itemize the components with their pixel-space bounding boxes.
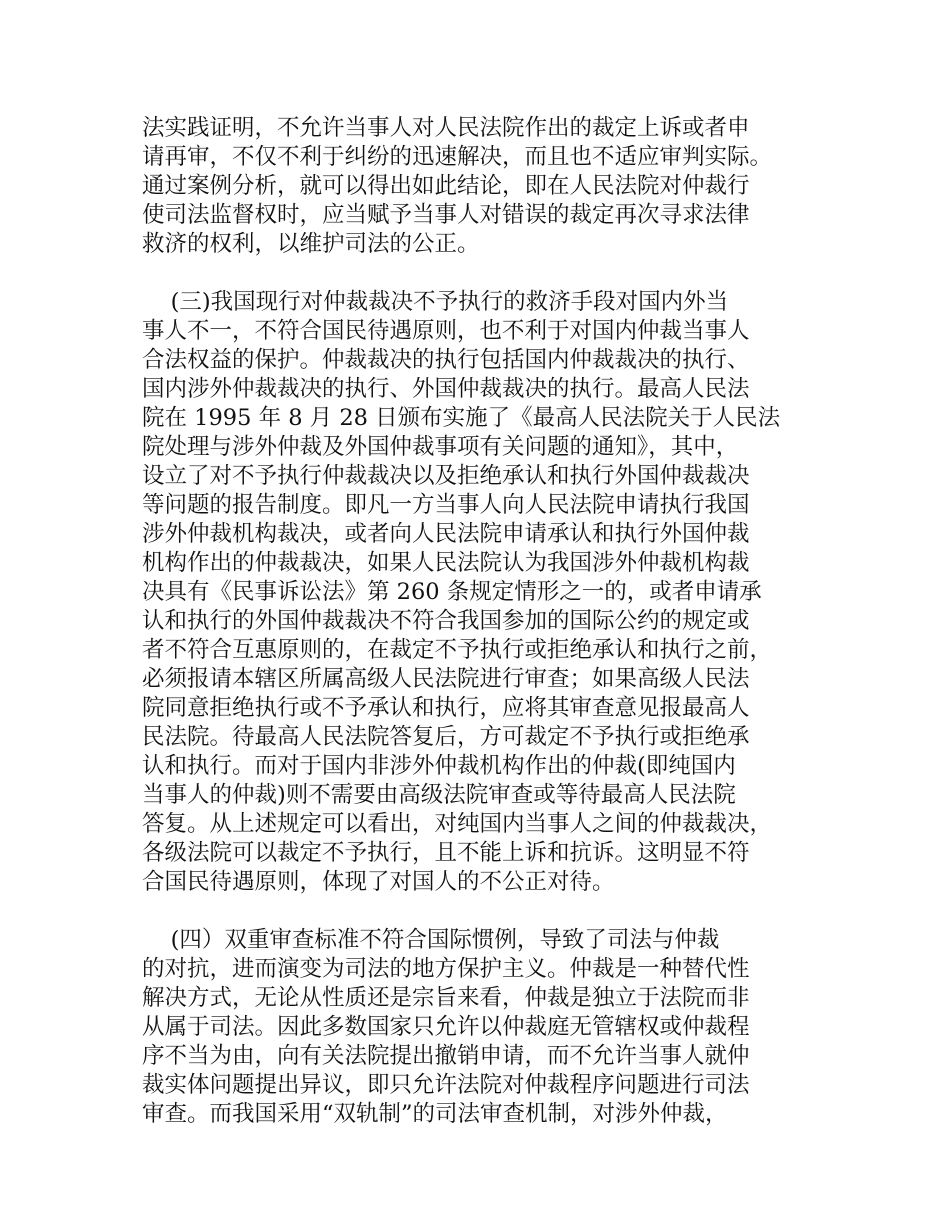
text-line: 各级法院可以裁定不予执行，且不能上诉和抗诉。这明显不符 [142, 840, 750, 866]
paragraph-gap [142, 897, 812, 926]
text-line: 通过案例分析，就可以得出如此结论，即在人民法院对仲裁行 [142, 173, 750, 199]
text-line: 从属于司法。因此多数国家只允许以仲裁庭无管辖权或仲裁程 [142, 1014, 750, 1040]
text-line: 民法院。待最高人民法院答复后，方可裁定不予执行或拒绝承 [142, 724, 750, 750]
text-line: 院同意拒绝执行或不予承认和执行，应将其审查意见报最高人 [142, 695, 750, 721]
text-line: (四）双重审查标准不符合国际惯例，导致了司法与仲裁 [142, 927, 720, 953]
paragraph-gap [142, 259, 812, 288]
text-line: 当事人的仲裁)则不需要由高级法院审查或等待最高人民法院 [142, 782, 736, 808]
text-line: 合法权益的保护。仲裁裁决的执行包括国内仲裁裁决的执行、 [142, 347, 750, 373]
text-line: 请再审，不仅不利于纠纷的迅速解决，而且也不适应审判实际。 [142, 144, 773, 170]
text-line: 使司法监督权时，应当赋予当事人对错误的裁定再次寻求法律 [142, 202, 750, 228]
text-line: 认和执行的外国仲裁裁决不符合我国参加的国际公约的规定或 [142, 608, 750, 634]
text-line: 设立了对不予执行仲裁裁决以及拒绝承认和执行外国仲裁裁决 [142, 463, 750, 489]
text-line: 救济的权利，以维护司法的公正。 [142, 231, 480, 257]
text-line: 涉外仲裁机构裁决，或者向人民法院申请承认和执行外国仲裁 [142, 521, 750, 547]
text-line: 合国民待遇原则，体现了对国人的不公正对待。 [142, 869, 615, 895]
text-line: 审查。而我国采用“双轨制”的司法审查机制，对涉外仲裁， [142, 1101, 728, 1127]
text-line: 答复。从上述规定可以看出，对纯国内当事人之间的仲裁裁决， [142, 811, 773, 837]
paragraph-section-four [142, 926, 812, 1129]
text-line: 机构作出的仲裁裁决，如果人民法院认为我国涉外仲裁机构裁 [142, 550, 750, 576]
text-line: 事人不一，不符合国民待遇原则，也不利于对国内仲裁当事人 [142, 318, 750, 344]
paragraph-section-three [142, 288, 812, 897]
text-line: 院在 1995 年 8 月 28 日颁布实施了《最高人民法院关于人民法 [142, 405, 781, 431]
text-line: 必须报请本辖区所属高级人民法院进行审查；如果高级人民法 [142, 666, 750, 692]
text-line: 序不当为由，向有关法院提出撤销申请，而不允许当事人就仲 [142, 1043, 750, 1069]
text-line: 的对抗，进而演变为司法的地方保护主义。仲裁是一种替代性 [142, 956, 750, 982]
text-line: 裁实体问题提出异议，即只允许法院对仲裁程序问题进行司法 [142, 1072, 750, 1098]
text-line: 解决方式，无论从性质还是宗旨来看，仲裁是独立于法院而非 [142, 985, 750, 1011]
text-line: 认和执行。而对于国内非涉外仲裁机构作出的仲裁(即纯国内 [142, 753, 736, 779]
text-line: 等问题的报告制度。即凡一方当事人向人民法院申请执行我国 [142, 492, 750, 518]
text-line: 者不符合互惠原则的，在裁定不予执行或拒绝承认和执行之前， [142, 637, 773, 663]
paragraph-court-ruling-appeal [142, 114, 812, 259]
text-line: 法实践证明，不允许当事人对人民法院作出的裁定上诉或者申 [142, 115, 750, 141]
text-line: 国内涉外仲裁裁决的执行、外国仲裁裁决的执行。最高人民法 [142, 376, 750, 402]
document-body [142, 114, 812, 1129]
text-line: (三)我国现行对仲裁裁决不予执行的救济手段对国内外当 [142, 289, 729, 315]
text-line: 决具有《民事诉讼法》第 260 条规定情形之一的，或者申请承 [142, 579, 762, 605]
text-line: 院处理与涉外仲裁及外国仲裁事项有关问题的通知》，其中， [142, 434, 739, 460]
